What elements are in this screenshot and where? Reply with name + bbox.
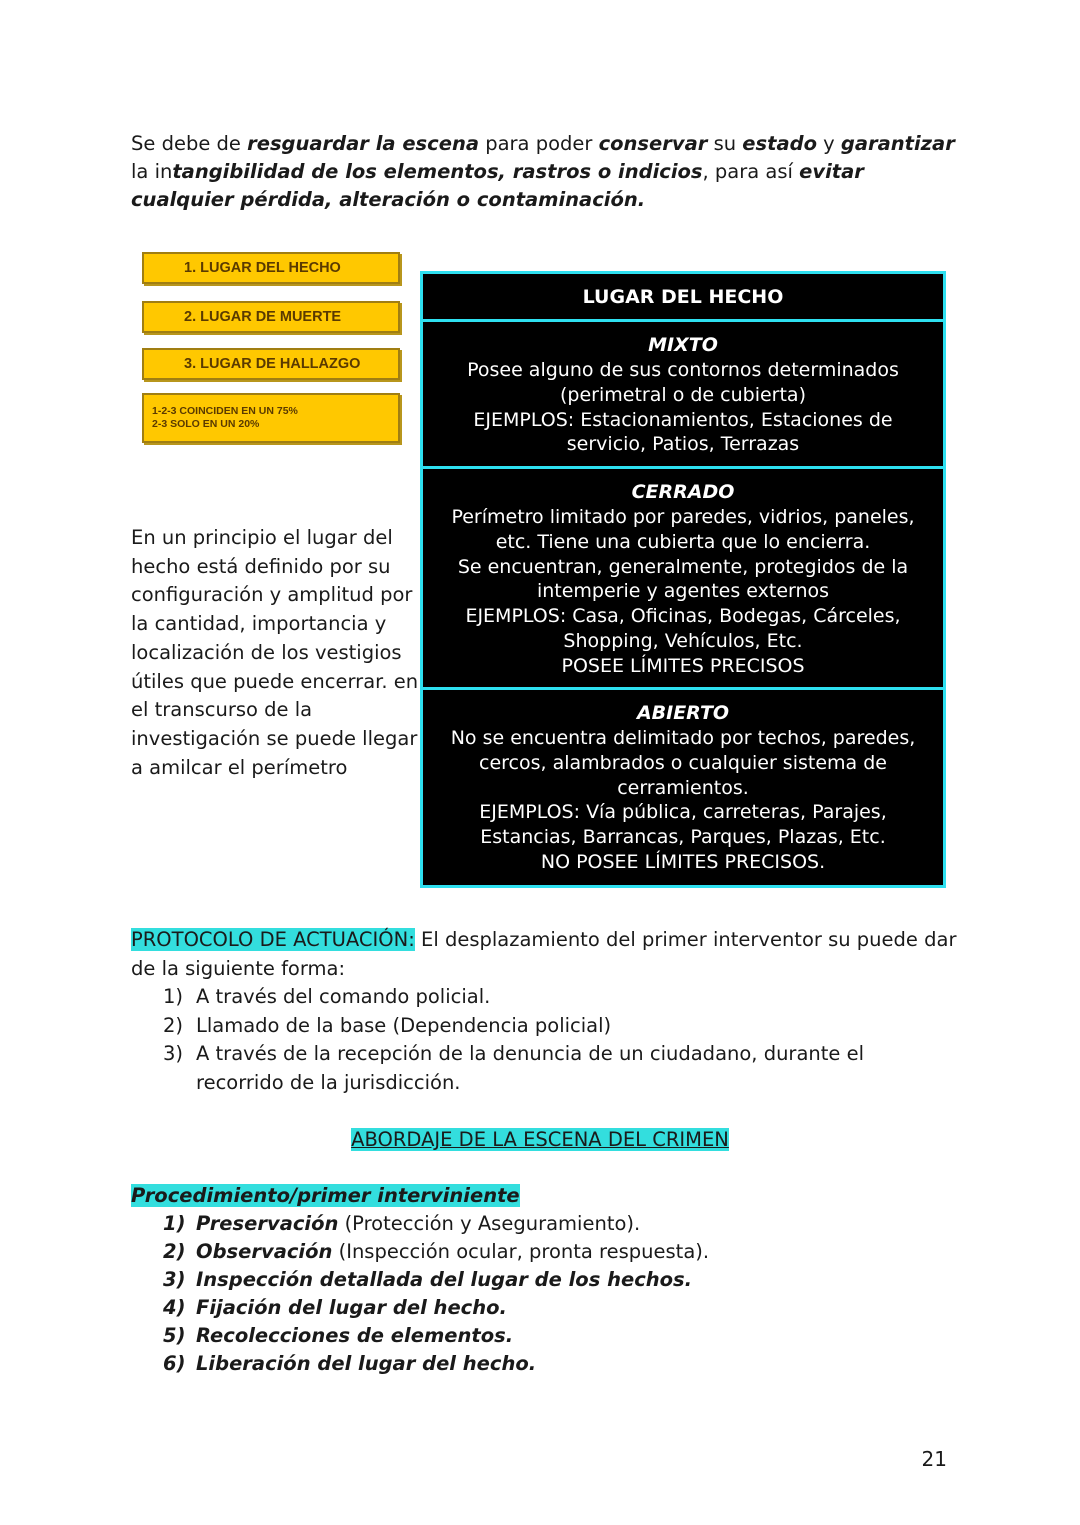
page-number: 21 (921, 1447, 947, 1471)
table-row-abierto (423, 701, 943, 875)
protocol-list (163, 983, 953, 1098)
list-item: 3) Inspección detallada del lugar de los hechos. (163, 1268, 693, 1291)
lugar-de-hallazgo-button[interactable]: 3. LUGAR DE HALLAZGO (142, 348, 400, 380)
row-divider (423, 319, 943, 322)
list-item: 2) Observación (Inspección ocular, pronta respuesta). (163, 1240, 710, 1263)
lugar-del-hecho-button[interactable]: 1. LUGAR DEL HECHO (142, 252, 400, 284)
row-body: No se encuentra delimitado por techos, paredes, cercos, alambrados o cualquier sistema de cerramientos. EJEMPLOS: Vía pública, carreteras, Parajes, Estancias, Barrancas, Parques, Plazas, Etc. NO POSEE LÍMITES PRECISOS. (450, 727, 916, 873)
section-heading: ABORDAJE DE LA ESCENA DEL CRIMEN (351, 1128, 729, 1151)
coincidence-note: 1-2-3 COINCIDEN EN UN 75% 2-3 SOLO EN UN 20% (142, 393, 400, 443)
list-item: 3) A través de la recepción de la denuncia de un ciudadano, durante el recorrido de la jurisdicción. (163, 1042, 865, 1095)
procedure-list (163, 1210, 953, 1378)
protocol-paragraph: PROTOCOLO DE ACTUACIÓN: El desplazamiento del primer interventor su puede dar de la siguiente forma: (131, 928, 957, 980)
lugar-de-muerte-button[interactable]: 2. LUGAR DE MUERTE (142, 301, 400, 333)
row-title: ABIERTO (636, 702, 730, 724)
row-divider (423, 466, 943, 469)
list-item: 4) Fijación del lugar del hecho. (163, 1296, 507, 1319)
row-title: CERRADO (631, 481, 735, 503)
row-body: Posee alguno de sus contornos determinados (perimetral o de cubierta) EJEMPLOS: Estacionamientos, Estaciones de servicio, Patios, Terrazas (467, 359, 899, 456)
table-header: LUGAR DEL HECHO (582, 286, 784, 308)
intro-paragraph: Se debe de resguardar la escena para poder conservar su estado y garantizar la intangibilidad de los elementos, rastros o indicios, para así evitar cualquier pérdida, alteración o contaminación. (131, 132, 955, 211)
row-title: MIXTO (648, 334, 718, 356)
protocol-label: PROTOCOLO DE ACTUACIÓN: (131, 928, 415, 951)
table-row-cerrado (423, 480, 943, 679)
left-paragraph: En un principio el lugar del hecho está definido por su configuración y amplitud por la cantidad, importancia y localización de los vestigios útiles que puede encerrar. en el transcurso de la investigación se puede llegar a amilcar el perímetro (131, 526, 419, 779)
lugar-del-hecho-table (420, 271, 946, 888)
list-item: 2) Llamado de la base (Dependencia policial) (163, 1013, 612, 1037)
list-item: 5) Recolecciones de elementos. (163, 1324, 514, 1347)
table-row-mixto (423, 333, 943, 457)
list-item: 1) Preservación (Protección y Aseguramiento). (163, 1212, 641, 1235)
row-body: Perímetro limitado por paredes, vidrios, paneles, etc. Tiene una cubierta que lo encierra. Se encuentran, generalmente, protegidos de la intemperie y agentes externos EJEMPLOS: Casa, Oficinas, Bodegas, Cárceles, Shopping, Vehículos, Etc. POSEE LÍMITES PRECISOS (451, 506, 915, 677)
list-item: 6) Liberación del lugar del hecho. (163, 1352, 537, 1375)
procedure-heading: Procedimiento/primer interviniente (131, 1184, 520, 1207)
row-divider (423, 687, 943, 690)
list-item: 1) A través del comando policial. (163, 985, 491, 1008)
